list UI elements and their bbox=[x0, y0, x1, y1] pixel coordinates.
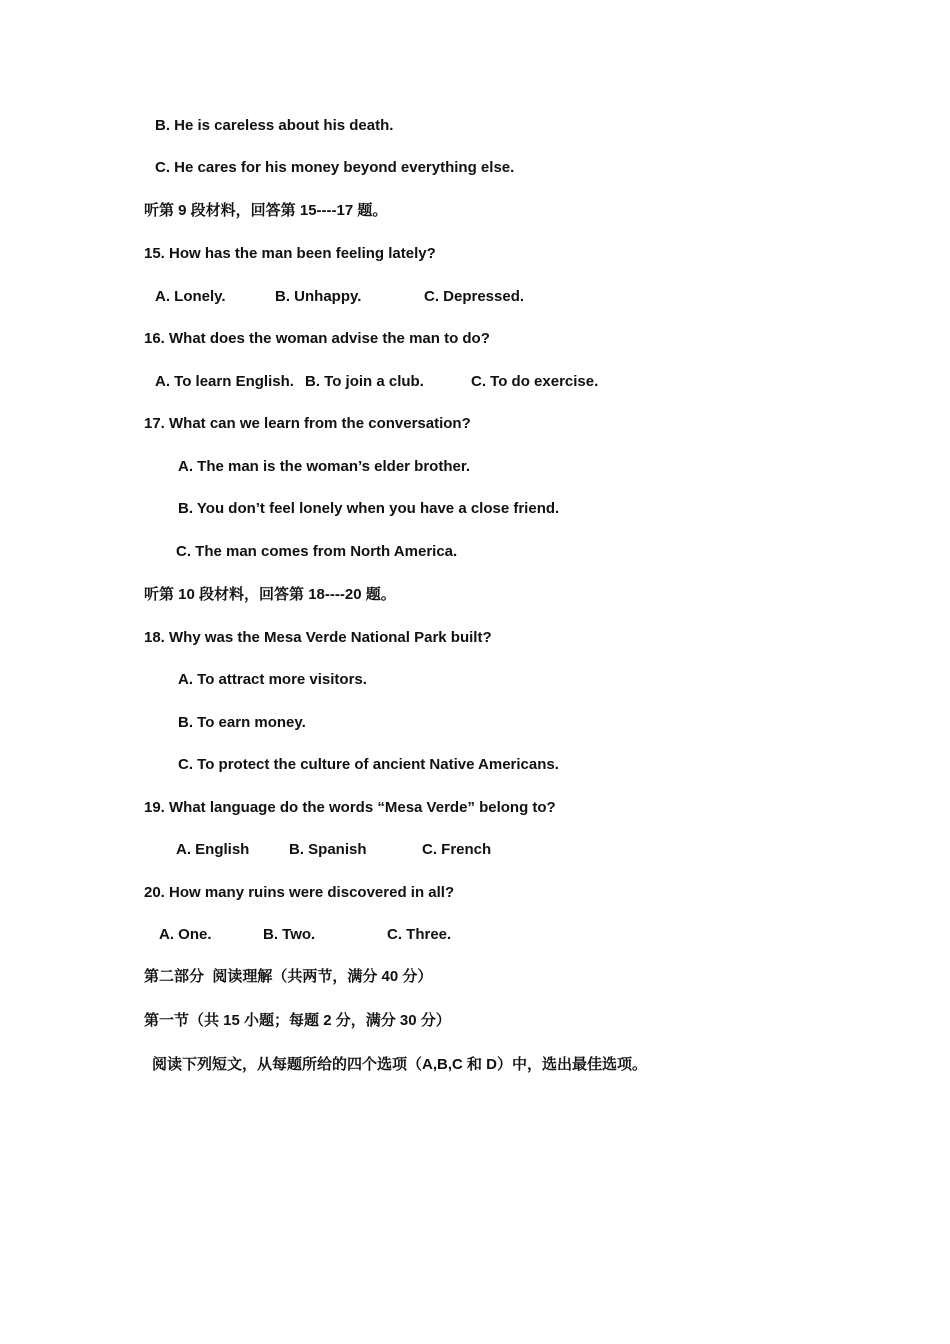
q20-option-c: C. Three. bbox=[387, 926, 452, 943]
q20-option-a: A. One. bbox=[159, 926, 212, 943]
section10-instruction: 听第 10 段材料，回答第 18----20 题。 bbox=[144, 586, 396, 603]
q16-question: 16. What does the woman advise the man to do? bbox=[144, 330, 490, 347]
q17-option-c: C. The man comes from North America. bbox=[176, 543, 458, 560]
q16-option-b: B. To join a club. bbox=[305, 373, 424, 390]
q18-question: 18. Why was the Mesa Verde National Park built? bbox=[144, 629, 492, 646]
q17-option-a: A. The man is the woman’s elder brother. bbox=[178, 458, 471, 475]
q17-option-b: B. You don’t feel lonely when you have a close friend. bbox=[178, 500, 560, 517]
q16-option-c: C. To do exercise. bbox=[471, 373, 599, 390]
q16-option-a: A. To learn English. bbox=[155, 373, 294, 390]
q19-question: 19. What language do the words “Mesa Verde” belong to? bbox=[144, 799, 556, 816]
section9-instruction: 听第 9 段材料，回答第 15----17 题。 bbox=[144, 202, 388, 219]
q18-option-c: C. To protect the culture of ancient Native Americans. bbox=[178, 756, 559, 773]
section1-heading: 第一节（共 15 小题；每题 2 分，满分 30 分） bbox=[144, 1012, 451, 1029]
q19-option-a: A. English bbox=[176, 841, 250, 858]
q19-option-c: C. French bbox=[422, 841, 492, 858]
q19-option-b: B. Spanish bbox=[289, 841, 367, 858]
q15-option-b: B. Unhappy. bbox=[275, 288, 362, 305]
q15-option-c: C. Depressed. bbox=[424, 288, 525, 305]
q15-question: 15. How has the man been feeling lately? bbox=[144, 245, 436, 262]
q20-option-b: B. Two. bbox=[263, 926, 316, 943]
q20-question: 20. How many ruins were discovered in all? bbox=[144, 884, 455, 901]
q14-option-b: B. He is careless about his death. bbox=[155, 117, 394, 134]
q18-option-a: A. To attract more visitors. bbox=[178, 671, 367, 688]
q17-question: 17. What can we learn from the conversation? bbox=[144, 415, 471, 432]
q15-option-a: A. Lonely. bbox=[155, 288, 226, 305]
part2-heading: 第二部分 阅读理解（共两节，满分 40 分） bbox=[144, 968, 433, 985]
reading-instruction: 阅读下列短文，从每题所给的四个选项（A,B,C 和 D）中，选出最佳选项。 bbox=[152, 1056, 648, 1073]
q18-option-b: B. To earn money. bbox=[178, 714, 306, 731]
q14-option-c: C. He cares for his money beyond everything else. bbox=[155, 159, 515, 176]
